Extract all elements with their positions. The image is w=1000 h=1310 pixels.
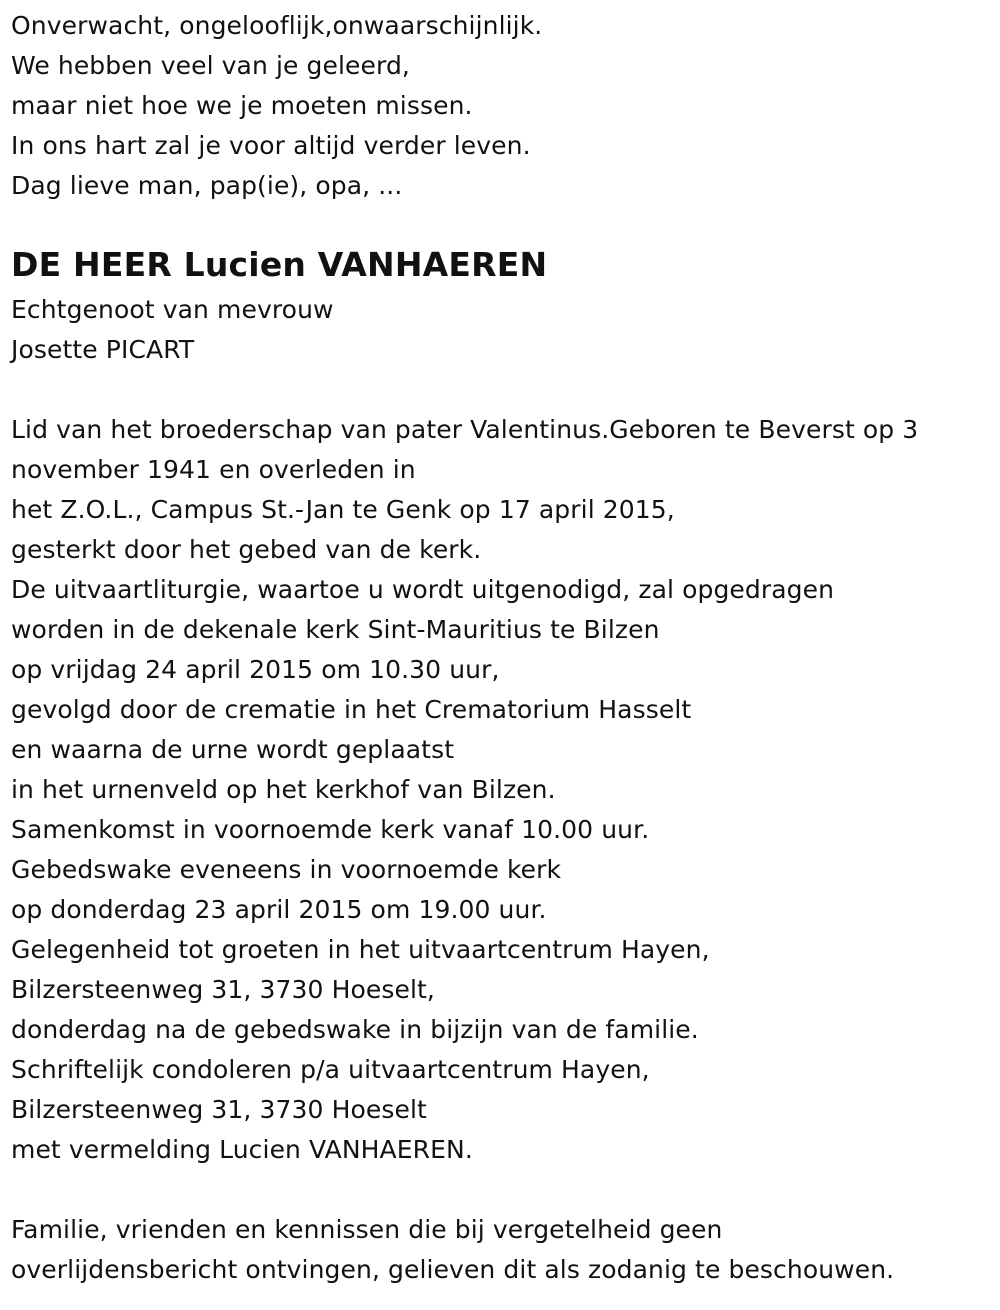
deceased-name-heading: DE HEER Lucien VANHAEREN (11, 245, 548, 284)
details-line: worden in de dekenale kerk Sint-Mauritius te Bilzen (11, 615, 660, 644)
poem-line: maar niet hoe we je moeten missen. (11, 91, 473, 120)
poem-line: In ons hart zal je voor altijd verder leven. (11, 131, 531, 160)
details-line: donderdag na de gebedswake in bijzijn van de familie. (11, 1015, 699, 1044)
details-line: het Z.O.L., Campus St.-Jan te Genk op 17 april 2015, (11, 495, 675, 524)
poem-section (11, 6, 1000, 206)
details-line: De uitvaartliturgie, waartoe u wordt uitgenodigd, zal opgedragen (11, 575, 835, 604)
details-line: op vrijdag 24 april 2015 om 10.30 uur, (11, 655, 500, 684)
poem-line: We hebben veel van je geleerd, (11, 51, 410, 80)
spouse-line: Echtgenoot van mevrouw (11, 295, 334, 324)
details-line: Lid van het broederschap van pater Valentinus.Geboren te Beverst op 3 (11, 415, 919, 444)
poem-line: Dag lieve man, pap(ie), opa, ... (11, 171, 403, 200)
poem-line: Onverwacht, ongelooflijk,onwaarschijnlijk. (11, 11, 543, 40)
spouse-section (11, 290, 1000, 370)
details-line: Gelegenheid tot groeten in het uitvaartcentrum Hayen, (11, 935, 710, 964)
paragraph-spacer (11, 1170, 1000, 1210)
paragraph-spacer (11, 370, 1000, 410)
closing-line: overlijdensbericht ontvingen, gelieven dit als zodanig te beschouwen. (11, 1255, 895, 1284)
details-line: in het urnenveld op het kerkhof van Bilzen. (11, 775, 556, 804)
details-line: Bilzersteenweg 31, 3730 Hoeselt (11, 1095, 427, 1124)
details-line: gevolgd door de crematie in het Crematorium Hasselt (11, 695, 692, 724)
details-line: Bilzersteenweg 31, 3730 Hoeselt, (11, 975, 435, 1004)
closing-line: Familie, vrienden en kennissen die bij vergetelheid geen (11, 1215, 723, 1244)
details-line: gesterkt door het gebed van de kerk. (11, 535, 482, 564)
details-line: en waarna de urne wordt geplaatst (11, 735, 455, 764)
spouse-line: Josette PICART (11, 335, 195, 364)
details-section (11, 410, 1000, 1170)
details-line: Gebedswake eveneens in voornoemde kerk (11, 855, 562, 884)
details-line: november 1941 en overleden in (11, 455, 416, 484)
details-line: Samenkomst in voornoemde kerk vanaf 10.00 uur. (11, 815, 650, 844)
details-line: Schriftelijk condoleren p/a uitvaartcentrum Hayen, (11, 1055, 650, 1084)
closing-section (11, 1210, 1000, 1290)
details-line: op donderdag 23 april 2015 om 19.00 uur. (11, 895, 547, 924)
details-line: met vermelding Lucien VANHAEREN. (11, 1135, 473, 1164)
